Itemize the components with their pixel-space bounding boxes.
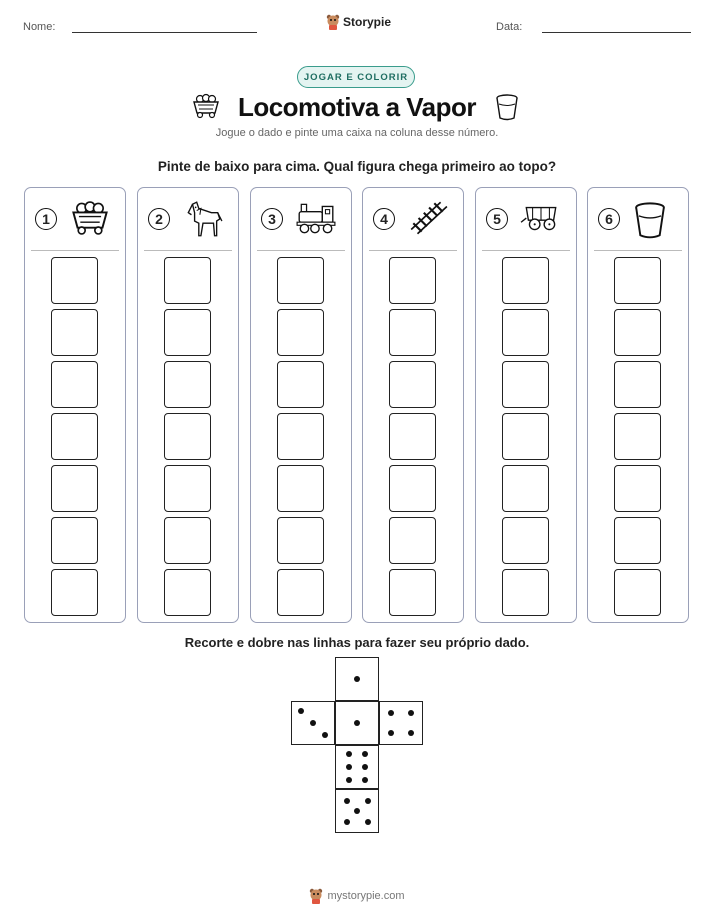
die-pip	[408, 710, 414, 716]
color-box[interactable]	[164, 413, 211, 460]
railroad-track-icon	[407, 200, 449, 241]
die-pip	[362, 764, 368, 770]
color-box[interactable]	[614, 257, 661, 304]
color-box[interactable]	[614, 569, 661, 616]
die-face-1	[335, 657, 379, 701]
bucket-icon	[632, 200, 668, 245]
color-box[interactable]	[389, 517, 436, 564]
die-pip	[388, 710, 394, 716]
color-box[interactable]	[164, 257, 211, 304]
column-2	[137, 187, 239, 623]
column-number: 3	[261, 208, 283, 230]
die-pip	[362, 777, 368, 783]
column-number: 6	[598, 208, 620, 230]
column-number: 5	[486, 208, 508, 230]
column-3	[250, 187, 352, 623]
column-4	[362, 187, 464, 623]
color-box[interactable]	[277, 465, 324, 512]
game-instruction: Pinte de baixo para cima. Qual figura chega primeiro ao topo?	[157, 159, 557, 174]
die-face-5	[335, 789, 379, 833]
die-pip	[354, 676, 360, 682]
column-1	[24, 187, 126, 623]
color-box[interactable]	[164, 361, 211, 408]
footer-url: mystorypie.com	[327, 890, 405, 902]
color-box[interactable]	[277, 361, 324, 408]
color-box[interactable]	[389, 361, 436, 408]
page-subtitle: Jogue o dado e pinte uma caixa na coluna desse número.	[215, 127, 499, 139]
brand-logo	[326, 14, 391, 30]
color-box[interactable]	[277, 517, 324, 564]
color-box[interactable]	[502, 465, 549, 512]
color-box[interactable]	[502, 361, 549, 408]
storypie-mascot-icon	[326, 14, 340, 30]
column-divider	[594, 250, 682, 251]
die-pip	[346, 751, 352, 757]
color-box[interactable]	[51, 465, 98, 512]
color-box[interactable]	[164, 465, 211, 512]
color-box[interactable]	[51, 517, 98, 564]
color-box[interactable]	[614, 413, 661, 460]
cut-instruction: Recorte e dobre nas linhas para fazer seu próprio dado.	[184, 635, 530, 650]
die-pip	[365, 819, 371, 825]
die-pip	[346, 764, 352, 770]
color-box[interactable]	[614, 361, 661, 408]
page-title: Locomotiva a Vapor	[237, 92, 477, 122]
die-pip	[408, 730, 414, 736]
color-box[interactable]	[277, 413, 324, 460]
column-6	[587, 187, 689, 623]
color-box[interactable]	[277, 309, 324, 356]
horse-icon	[182, 200, 224, 245]
column-divider	[482, 250, 570, 251]
die-pip	[298, 708, 304, 714]
color-box[interactable]	[51, 257, 98, 304]
column-number: 4	[373, 208, 395, 230]
date-label: Data:	[496, 21, 523, 33]
category-badge: JOGAR E COLORIR	[297, 66, 415, 88]
die-pip	[322, 732, 328, 738]
name-label: Nome:	[23, 21, 56, 33]
die-face-4	[379, 701, 423, 745]
color-box[interactable]	[389, 257, 436, 304]
color-box[interactable]	[389, 309, 436, 356]
color-box[interactable]	[502, 257, 549, 304]
date-line	[542, 32, 691, 33]
column-divider	[144, 250, 232, 251]
die-pip	[346, 777, 352, 783]
brand-name: Storypie	[343, 15, 392, 29]
color-box[interactable]	[502, 517, 549, 564]
column-number: 1	[35, 208, 57, 230]
die-pip	[362, 751, 368, 757]
die-face-6	[335, 745, 379, 789]
footer	[0, 888, 714, 904]
color-box[interactable]	[51, 413, 98, 460]
storypie-mascot-icon	[309, 888, 323, 904]
color-box[interactable]	[51, 309, 98, 356]
color-box[interactable]	[614, 309, 661, 356]
die-pip	[388, 730, 394, 736]
die-pip	[344, 819, 350, 825]
color-box[interactable]	[51, 361, 98, 408]
die-pip	[354, 808, 360, 814]
column-number: 2	[148, 208, 170, 230]
column-divider	[257, 250, 345, 251]
name-line	[72, 32, 257, 33]
color-box[interactable]	[389, 413, 436, 460]
color-box[interactable]	[164, 569, 211, 616]
column-5	[475, 187, 577, 623]
color-box[interactable]	[164, 517, 211, 564]
die-pip	[310, 720, 316, 726]
color-box[interactable]	[51, 569, 98, 616]
die-pip	[344, 798, 350, 804]
color-box[interactable]	[164, 309, 211, 356]
color-box[interactable]	[389, 569, 436, 616]
color-box[interactable]	[502, 309, 549, 356]
coal-cart-icon	[69, 200, 111, 241]
color-box[interactable]	[389, 465, 436, 512]
die-face-3	[291, 701, 335, 745]
bucket-icon	[494, 93, 520, 121]
color-box[interactable]	[502, 569, 549, 616]
color-box[interactable]	[277, 569, 324, 616]
column-divider	[369, 250, 457, 251]
color-box[interactable]	[614, 517, 661, 564]
color-box[interactable]	[502, 413, 549, 460]
die-pip	[365, 798, 371, 804]
steam-locomotive-icon	[295, 200, 337, 241]
color-box[interactable]	[614, 465, 661, 512]
column-divider	[31, 250, 119, 251]
die-pip	[354, 720, 360, 726]
color-box[interactable]	[277, 257, 324, 304]
wagon-icon	[520, 200, 562, 239]
die-face-1	[335, 701, 379, 745]
